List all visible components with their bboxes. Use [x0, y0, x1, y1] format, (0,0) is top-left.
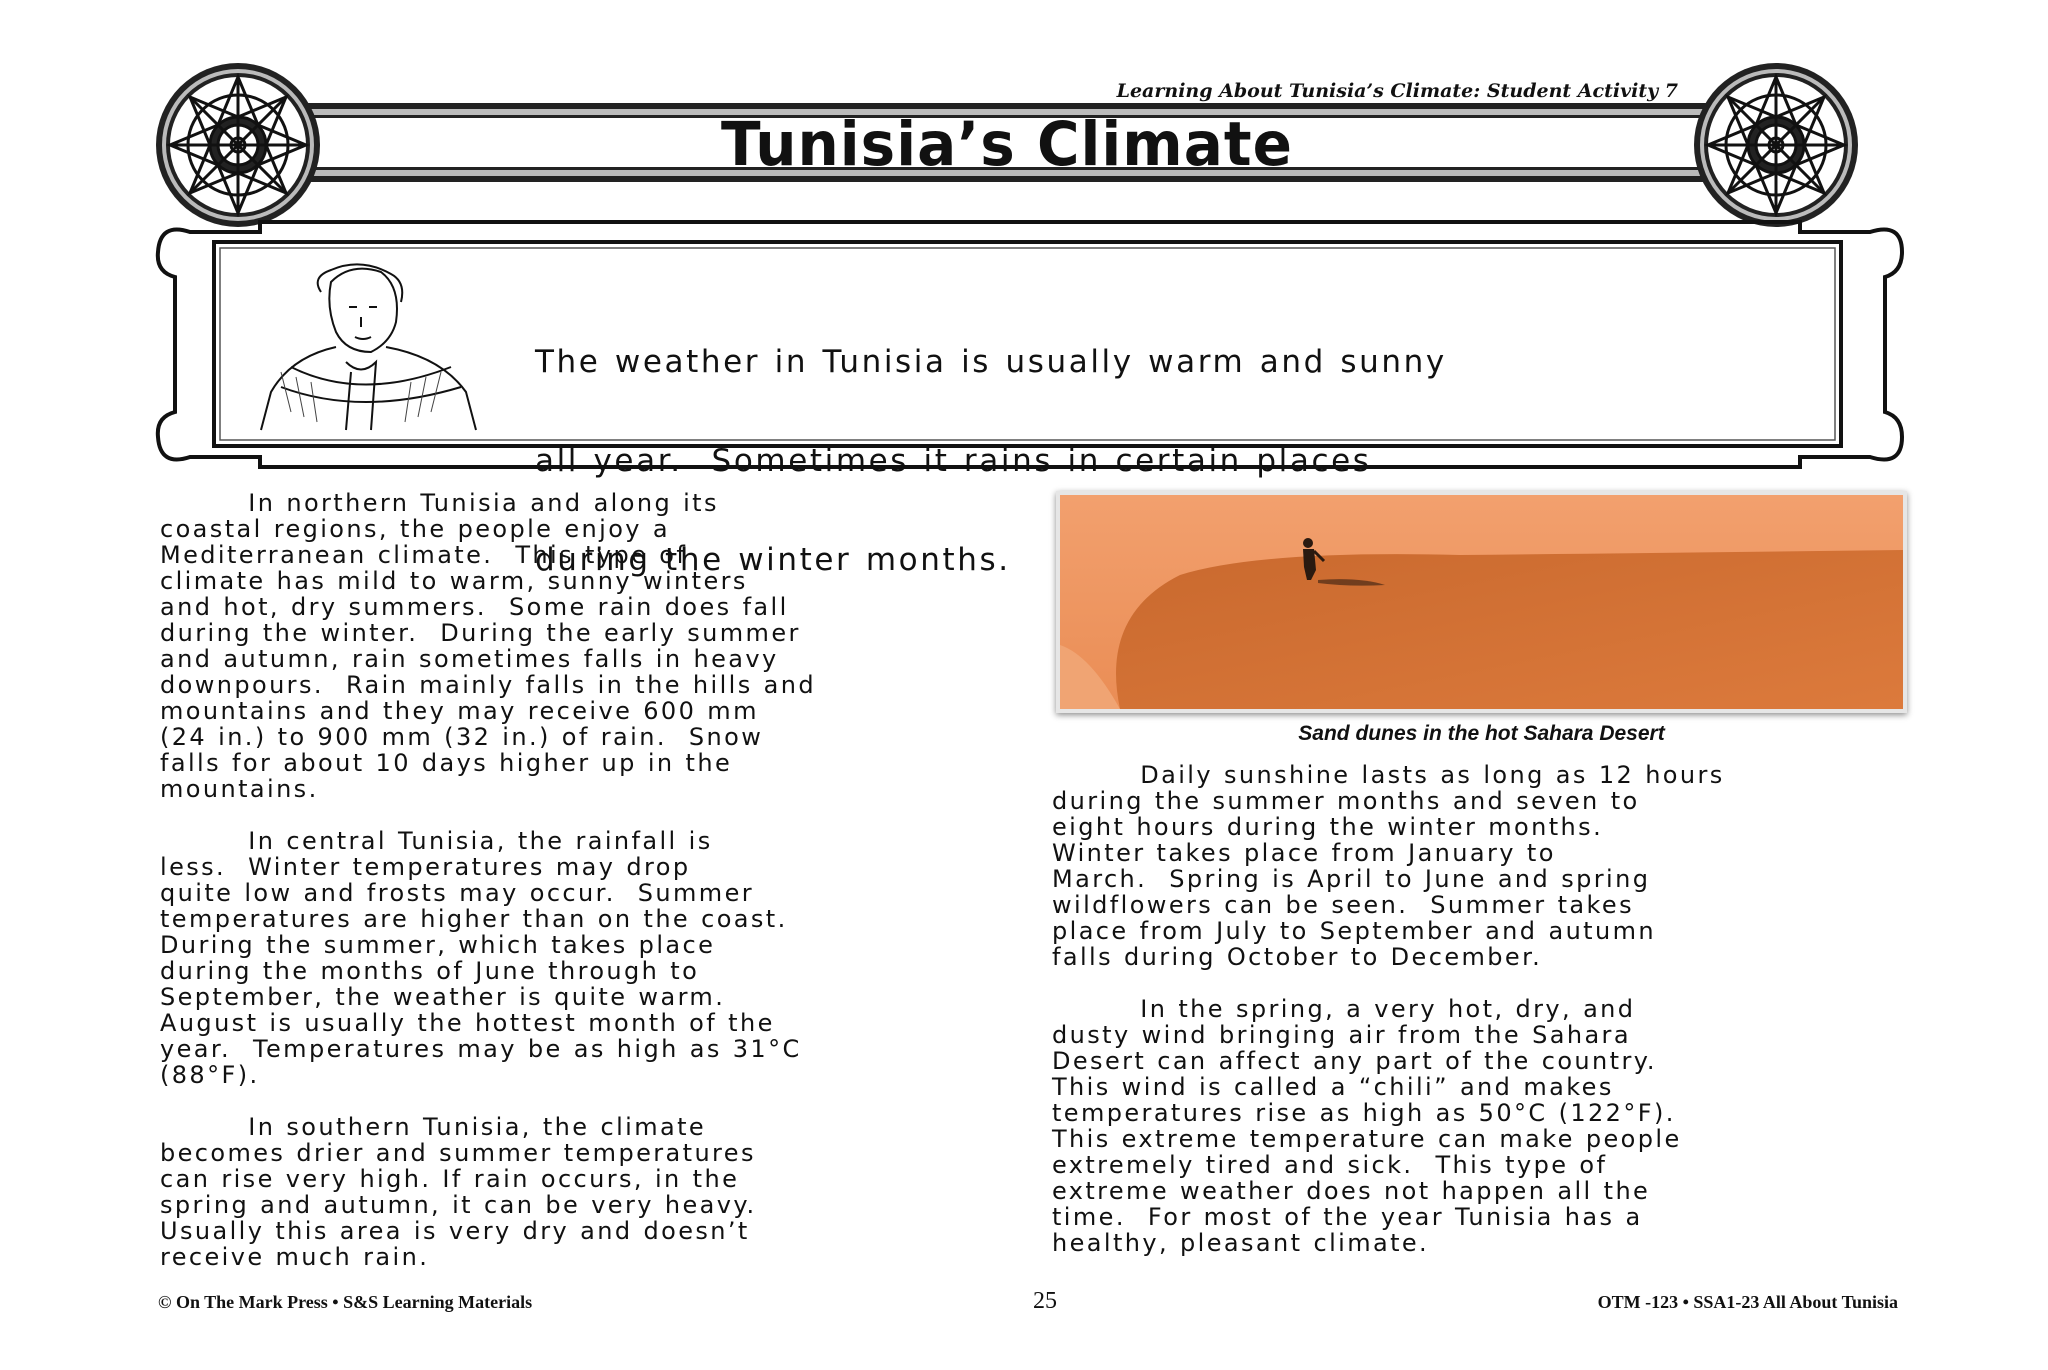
text-line: downpours. Rain mainly falls in the hills and — [160, 671, 817, 699]
intro-line: all year. Sometimes it rains in certain places — [535, 443, 1372, 479]
text-line: dusty wind bringing air from the Sahara — [1052, 1021, 1631, 1049]
footer-publisher: © On The Mark Press • S&S Learning Materials — [158, 1292, 533, 1312]
paragraph — [1052, 996, 1725, 1256]
text-line: (88°F). — [160, 1061, 260, 1089]
text-line: place from July to September and autumn — [1052, 917, 1656, 945]
text-line: falls during October to December. — [1052, 943, 1543, 971]
paragraph — [160, 828, 816, 1088]
text-line: time. For most of the year Tunisia has a — [1052, 1203, 1643, 1231]
text-line: quite low and frosts may occur. Summer — [160, 879, 755, 907]
right-column — [1052, 762, 1725, 1256]
text-line: In the spring, a very hot, dry, and — [1052, 995, 1636, 1023]
text-line: This wind is called a “chili” and makes — [1052, 1073, 1614, 1101]
text-line: During the summer, which takes place — [160, 931, 716, 959]
text-line: temperatures are higher than on the coast. — [160, 905, 788, 933]
text-line: extremely tired and sick. This type of — [1052, 1151, 1608, 1179]
text-line: during the months of June through to — [160, 957, 700, 985]
text-line: mountains. — [160, 775, 319, 803]
paragraph-gap — [1052, 970, 1725, 996]
rosette-ornament-icon — [1691, 60, 1861, 230]
paragraph — [160, 1114, 816, 1270]
text-line: becomes drier and summer temperatures — [160, 1139, 756, 1167]
text-line: Winter takes place from January to — [1052, 839, 1556, 867]
text-line: Daily sunshine lasts as long as 12 hours — [1052, 761, 1725, 789]
text-line: In southern Tunisia, the climate — [160, 1113, 707, 1141]
running-header: Learning About Tunisia’s Climate: Student Activity 7 — [1116, 80, 1678, 102]
photo-caption: Sand dunes in the hot Sahara Desert — [1298, 722, 1665, 745]
text-line: Mediterranean climate. This type of — [160, 541, 688, 569]
intro-line: during the winter months. — [535, 542, 1011, 578]
text-line: falls for about 10 days higher up in the — [160, 749, 733, 777]
paragraph — [160, 490, 816, 802]
text-line: mountains and they may receive 600 mm — [160, 697, 759, 725]
sahara-dunes-photo — [1056, 491, 1907, 713]
intro-line: The weather in Tunisia is usually warm and sunny — [535, 344, 1447, 380]
paragraph — [1052, 762, 1725, 970]
text-line: coastal regions, the people enjoy a — [160, 515, 671, 543]
text-line: receive much rain. — [160, 1243, 430, 1271]
text-line: healthy, pleasant climate. — [1052, 1229, 1430, 1257]
text-line: year. Temperatures may be as high as 31°C — [160, 1035, 802, 1063]
text-line: In northern Tunisia and along its — [160, 489, 719, 517]
text-line: Desert can affect any part of the country. — [1052, 1047, 1657, 1075]
text-line: temperatures rise as high as 50°C (122°F). — [1052, 1099, 1676, 1127]
rosette-ornament-icon — [153, 60, 323, 230]
text-line: March. Spring is April to June and spring — [1052, 865, 1651, 893]
left-column — [160, 490, 816, 1270]
text-line: climate has mild to warm, sunny winters — [160, 567, 748, 595]
text-line: spring and autumn, it can be very heavy. — [160, 1191, 757, 1219]
text-line: can rise very high. If rain occurs, in the — [160, 1165, 740, 1193]
footer-book-code: OTM -123 • SSA1-23 All About Tunisia — [1597, 1292, 1898, 1312]
text-line: wildflowers can be seen. Summer takes — [1052, 891, 1634, 919]
text-line: extreme weather does not happen all the — [1052, 1177, 1651, 1205]
text-line: eight hours during the winter months. — [1052, 813, 1604, 841]
text-line: In central Tunisia, the rainfall is — [160, 827, 713, 855]
text-line: during the summer months and seven to — [1052, 787, 1640, 815]
text-line: and hot, dry summers. Some rain does fall — [160, 593, 789, 621]
text-line: This extreme temperature can make people — [1052, 1125, 1682, 1153]
text-line: (24 in.) to 900 mm (32 in.) of rain. Snow — [160, 723, 764, 751]
paragraph-gap — [160, 802, 816, 828]
text-line: August is usually the hottest month of the — [160, 1009, 775, 1037]
girl-illustration — [251, 262, 488, 432]
text-line: less. Winter temperatures may drop — [160, 853, 691, 881]
text-line: September, the weather is quite warm. — [160, 983, 726, 1011]
paragraph-gap — [160, 1088, 816, 1114]
text-line: and autumn, rain sometimes falls in heavy — [160, 645, 779, 673]
page-title: Tunisia’s Climate — [721, 108, 1293, 180]
text-line: Usually this area is very dry and doesn’t — [160, 1217, 750, 1245]
page-number: 25 — [1033, 1288, 1057, 1314]
text-line: during the winter. During the early summer — [160, 619, 801, 647]
